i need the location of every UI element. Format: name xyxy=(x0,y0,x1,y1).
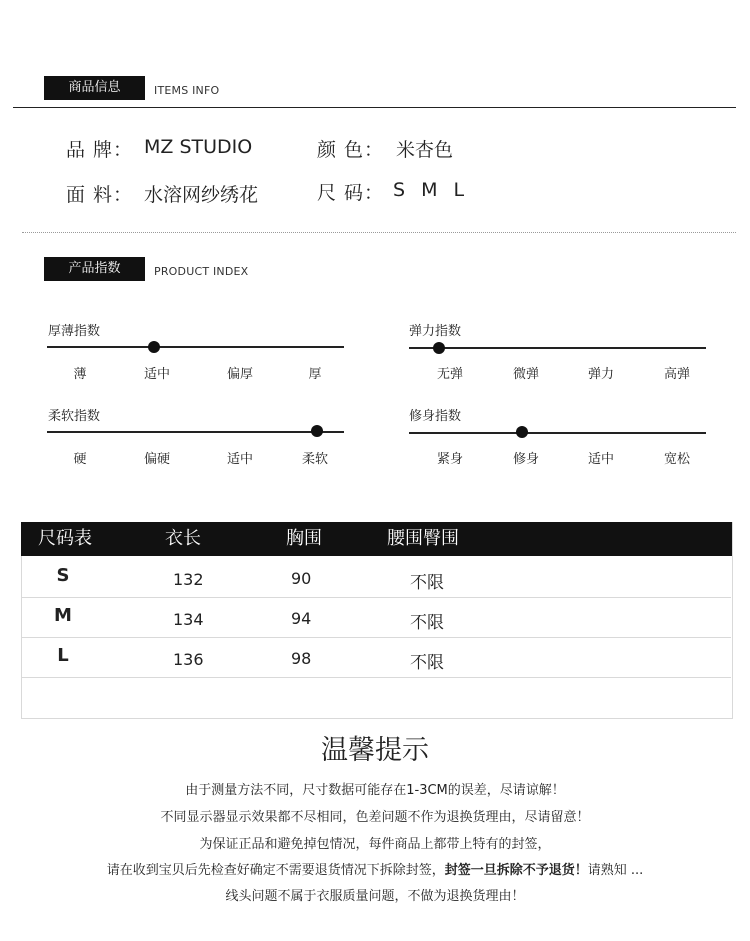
section-divider xyxy=(22,232,736,233)
header-chest: 胸围 xyxy=(286,528,322,549)
index-marker xyxy=(516,426,528,438)
cell-length: 132 xyxy=(173,570,204,589)
index-option: 柔软 xyxy=(301,452,328,467)
cell-waist-hip: 不限 xyxy=(410,613,444,633)
index-option: 厚 xyxy=(308,367,322,382)
fabric-value: 水溶网纱绣花 xyxy=(144,184,259,206)
color-value: 米杏色 xyxy=(396,139,454,161)
product-index-subtitle: PRODUCT INDEX xyxy=(154,265,249,278)
index-option: 宽松 xyxy=(663,452,690,467)
index-track xyxy=(47,346,344,348)
tip-line: 由于测量方法不同，尺寸数据可能存在1-3CM的误差，尽请谅解！ xyxy=(185,783,565,798)
cell-waist-hip: 不限 xyxy=(410,573,444,593)
size-value: S M L xyxy=(393,179,465,201)
table-row xyxy=(22,557,731,598)
index-title: 厚薄指数 xyxy=(48,324,101,339)
index-option: 微弹 xyxy=(512,367,539,382)
index-option: 高弹 xyxy=(663,367,690,382)
index-marker xyxy=(433,342,445,354)
cell-size: S xyxy=(56,565,70,586)
size-label: 尺 码： xyxy=(317,182,385,204)
brand-label: 品 牌： xyxy=(66,139,134,161)
index-title: 柔软指数 xyxy=(48,409,101,424)
items-info-divider xyxy=(13,107,736,108)
header-length: 衣长 xyxy=(165,528,201,549)
index-title: 修身指数 xyxy=(409,409,462,424)
cell-length: 134 xyxy=(173,610,204,629)
tips-title: 温馨提示 xyxy=(321,735,429,766)
table-row xyxy=(22,597,731,638)
product-index-tag: 产品指数 xyxy=(44,257,145,281)
tip-warning: 封签一旦拆除不予退货！ xyxy=(444,863,588,878)
index-option: 偏硬 xyxy=(143,452,170,467)
cell-waist-hip: 不限 xyxy=(410,653,444,673)
color-label: 颜 色： xyxy=(317,139,385,161)
index-option: 硬 xyxy=(73,452,87,467)
index-option: 无弹 xyxy=(436,367,463,382)
index-track xyxy=(409,432,706,434)
items-info-subtitle: ITEMS INFO xyxy=(154,84,220,97)
tip-line: 不同显示器显示效果都不尽相同，色差问题不作为退换货理由，尽请留意！ xyxy=(160,810,590,825)
tip-text: 请在收到宝贝后先检查好确定不需要退货情况下拆除封签， xyxy=(106,863,445,878)
index-title: 弹力指数 xyxy=(409,324,462,339)
index-marker xyxy=(148,341,160,353)
index-option: 薄 xyxy=(73,367,87,382)
tip-line: 为保证正品和避免掉包情况，每件商品上都带上特有的封签， xyxy=(199,837,551,852)
index-option: 偏厚 xyxy=(226,367,253,382)
tip-line: 线头问题不属于衣服质量问题，不做为退换货理由！ xyxy=(225,889,525,904)
cell-chest: 94 xyxy=(291,609,312,628)
index-option: 适中 xyxy=(226,452,253,467)
header-waist-hip: 腰围臀围 xyxy=(387,528,459,549)
cell-length: 136 xyxy=(173,650,204,669)
tip-line xyxy=(0,859,750,878)
tip-text: 请熟知 ... xyxy=(587,863,644,878)
index-marker xyxy=(311,425,323,437)
index-option: 修身 xyxy=(512,452,539,467)
header-size-chart: 尺码表 xyxy=(38,528,92,549)
cell-size: L xyxy=(57,645,69,666)
fabric-label: 面 料： xyxy=(66,184,134,206)
cell-chest: 98 xyxy=(291,649,312,668)
size-table-header xyxy=(21,522,732,556)
items-info-tag: 商品信息 xyxy=(44,76,145,100)
index-option: 适中 xyxy=(587,452,614,467)
index-option: 弹力 xyxy=(587,367,614,382)
cell-size: M xyxy=(54,605,72,626)
table-row xyxy=(22,637,731,678)
index-track xyxy=(409,347,706,349)
cell-chest: 90 xyxy=(291,569,312,588)
brand-value: MZ STUDIO xyxy=(144,136,253,158)
index-option: 适中 xyxy=(143,367,170,382)
index-track xyxy=(47,431,344,433)
index-option: 紧身 xyxy=(436,452,463,467)
